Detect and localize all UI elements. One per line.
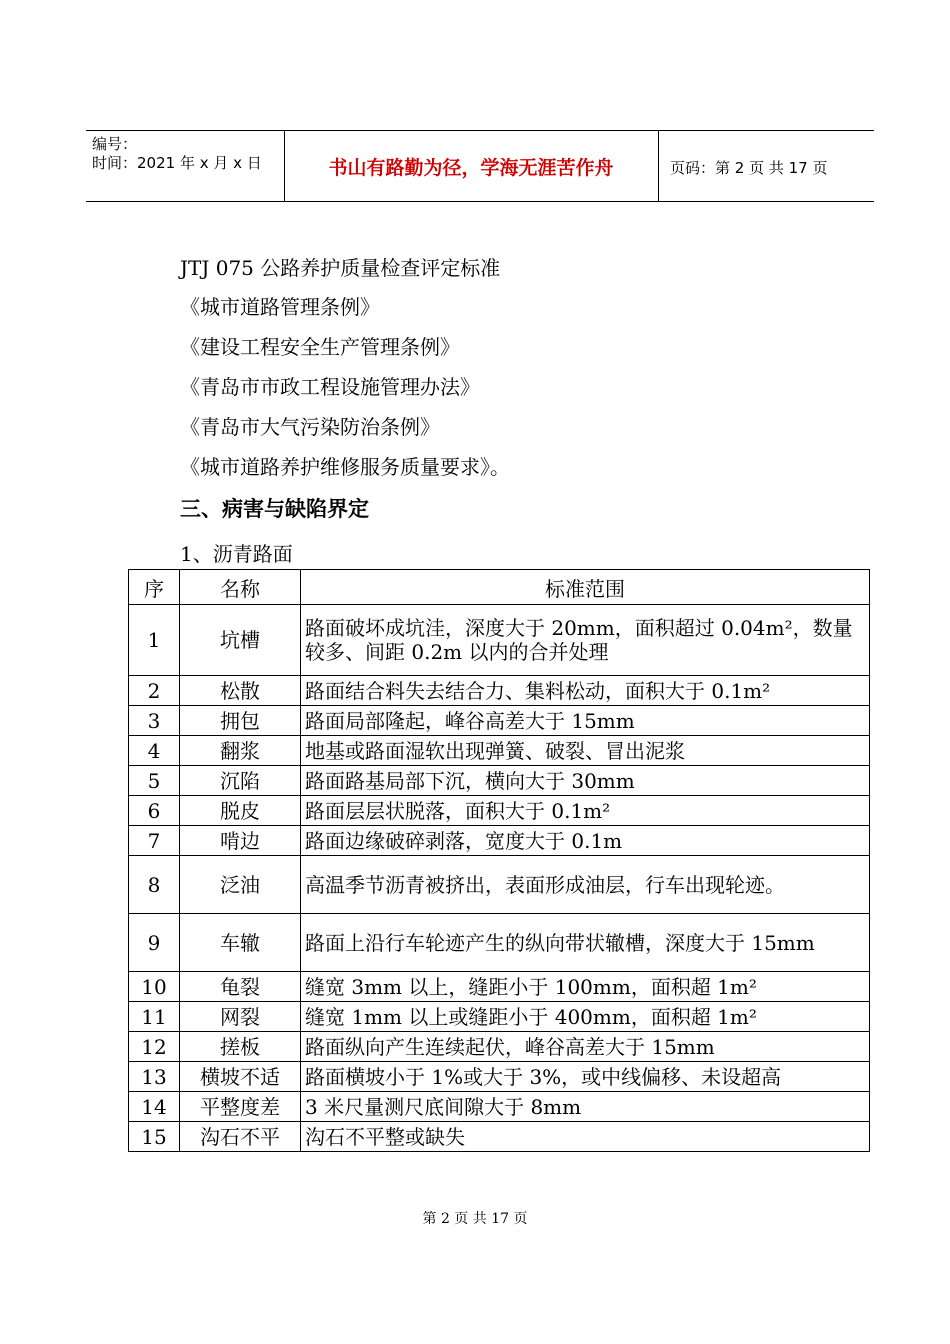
- cell-desc: 高温季节沥青被挤出，表面形成油层，行车出现轮迹。: [301, 856, 870, 914]
- cell-no: 10: [129, 972, 180, 1002]
- header-page-info: 页码：第 2 页 共 17 页: [670, 159, 828, 177]
- cell-name: 沉陷: [180, 766, 301, 796]
- cell-desc: 路面局部隆起，峰谷高差大于 15mm: [301, 706, 870, 736]
- cell-no: 2: [129, 676, 180, 706]
- time-label: 时间：2021 年 x 月 x 日: [92, 154, 262, 172]
- defect-table: [128, 569, 870, 1152]
- cell-name: 坑槽: [180, 605, 301, 676]
- cell-desc: 路面纵向产生连续起伏，峰谷高差大于 15mm: [301, 1032, 870, 1062]
- table-row: [129, 796, 870, 826]
- cell-desc: 沟石不平整或缺失: [301, 1122, 870, 1152]
- cell-no: 1: [129, 605, 180, 676]
- header-motto: 书山有路勤为径，学海无涯苦作舟: [328, 157, 614, 179]
- cell-name: 搓板: [180, 1032, 301, 1062]
- table-row: [129, 1062, 870, 1092]
- reference-line: 《青岛市大气污染防治条例》: [180, 415, 440, 439]
- cell-name: 龟裂: [180, 972, 301, 1002]
- cell-desc: 路面破坏成坑洼，深度大于 20mm，面积超过 0.04m²，数量较多、间距 0.2m 以内的合并处理: [301, 605, 870, 676]
- cell-name: 翻浆: [180, 736, 301, 766]
- table-row: [129, 676, 870, 706]
- table-row: [129, 1092, 870, 1122]
- cell-desc: 路面结合料失去结合力、集料松动，面积大于 0.1m²: [301, 676, 870, 706]
- table-row: [129, 972, 870, 1002]
- table-row: [129, 856, 870, 914]
- table-header-row: [129, 570, 870, 605]
- cell-no: 7: [129, 826, 180, 856]
- subsection-heading: 1、沥青路面: [180, 542, 293, 566]
- section-heading: 三、病害与缺陷界定: [180, 497, 369, 521]
- header-standard: 标准范围: [301, 570, 870, 605]
- cell-no: 3: [129, 706, 180, 736]
- header-meta: [92, 135, 262, 173]
- header-divider: [658, 131, 659, 201]
- cell-desc: 缝宽 1mm 以上或缝距小于 400mm，面积超 1m²: [301, 1002, 870, 1032]
- cell-no: 13: [129, 1062, 180, 1092]
- cell-desc: 路面横坡小于 1%或大于 3%，或中线偏移、未设超高: [301, 1062, 870, 1092]
- reference-line: JTJ 075 公路养护质量检查评定标准: [180, 256, 501, 280]
- cell-name: 松散: [180, 676, 301, 706]
- table-row: [129, 826, 870, 856]
- cell-no: 12: [129, 1032, 180, 1062]
- cell-name: 脱皮: [180, 796, 301, 826]
- table-row: [129, 706, 870, 736]
- table-row: [129, 736, 870, 766]
- cell-name: 平整度差: [180, 1092, 301, 1122]
- cell-name: 车辙: [180, 914, 301, 972]
- cell-desc: 3 米尺量测尺底间隙大于 8mm: [301, 1092, 870, 1122]
- cell-name: 啃边: [180, 826, 301, 856]
- cell-name: 泛油: [180, 856, 301, 914]
- cell-name: 拥包: [180, 706, 301, 736]
- cell-desc: 路面边缘破碎剥落，宽度大于 0.1m: [301, 826, 870, 856]
- reference-line: 《青岛市市政工程设施管理办法》: [180, 375, 480, 399]
- reference-line: 《建设工程安全生产管理条例》: [180, 335, 460, 359]
- cell-no: 8: [129, 856, 180, 914]
- reference-line: 《城市道路管理条例》: [180, 295, 380, 319]
- cell-desc: 路面上沿行车轮迹产生的纵向带状辙槽，深度大于 15mm: [301, 914, 870, 972]
- cell-no: 9: [129, 914, 180, 972]
- cell-desc: 路面层层状脱落，面积大于 0.1m²: [301, 796, 870, 826]
- cell-desc: 缝宽 3mm 以上，缝距小于 100mm，面积超 1m²: [301, 972, 870, 1002]
- header-name: 名称: [180, 570, 301, 605]
- reference-line: 《城市道路养护维修服务质量要求》。: [180, 455, 510, 479]
- header-no: 序: [129, 570, 180, 605]
- cell-no: 5: [129, 766, 180, 796]
- page-header: [86, 130, 874, 202]
- number-label: 编号：: [92, 135, 138, 153]
- cell-name: 横坡不适: [180, 1062, 301, 1092]
- page-footer: 第 2 页 共 17 页: [422, 1211, 528, 1227]
- cell-no: 4: [129, 736, 180, 766]
- cell-no: 14: [129, 1092, 180, 1122]
- table-row: [129, 914, 870, 972]
- cell-name: 网裂: [180, 1002, 301, 1032]
- table-row: [129, 605, 870, 676]
- cell-no: 15: [129, 1122, 180, 1152]
- table-row: [129, 1122, 870, 1152]
- cell-no: 6: [129, 796, 180, 826]
- cell-name: 沟石不平: [180, 1122, 301, 1152]
- cell-desc: 地基或路面湿软出现弹簧、破裂、冒出泥浆: [301, 736, 870, 766]
- table-row: [129, 1032, 870, 1062]
- cell-no: 11: [129, 1002, 180, 1032]
- table-row: [129, 1002, 870, 1032]
- cell-desc: 路面路基局部下沉，横向大于 30mm: [301, 766, 870, 796]
- table-row: [129, 766, 870, 796]
